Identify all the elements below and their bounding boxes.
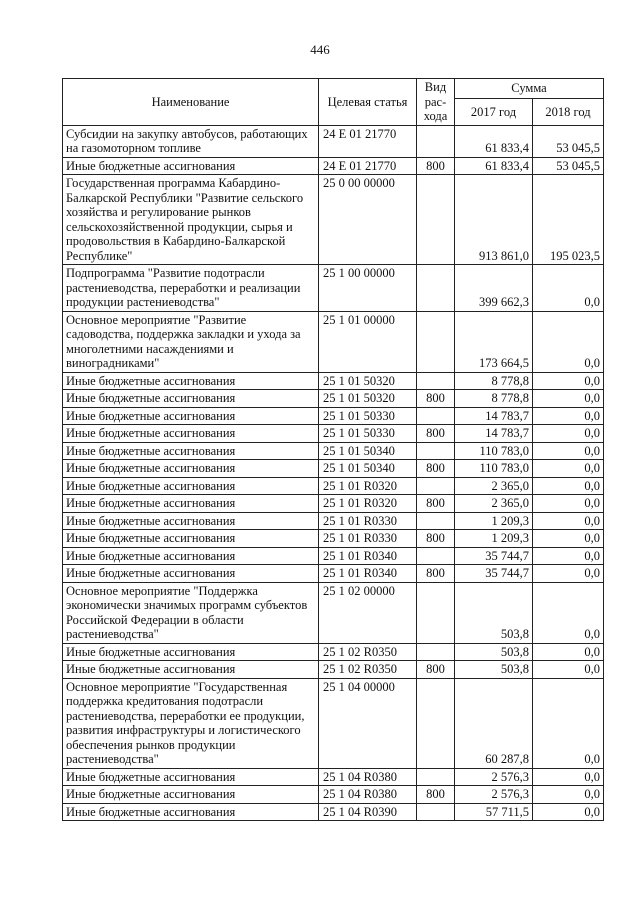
table-row [63, 565, 604, 583]
row-value-2018: 0,0 [533, 786, 604, 804]
table-row [63, 643, 604, 661]
table-row [63, 477, 604, 495]
row-name: Иные бюджетные ассигнования [63, 803, 319, 821]
row-name: Субсидии на закупку автобусов, работающих на газомоторном топливе [63, 125, 319, 157]
row-target-article: 25 1 01 R0330 [319, 512, 417, 530]
row-value-2017: 1 209,3 [455, 512, 533, 530]
row-name: Иные бюджетные ассигнования [63, 512, 319, 530]
row-name: Иные бюджетные ассигнования [63, 425, 319, 443]
row-expense-kind [417, 265, 455, 312]
table-row [63, 390, 604, 408]
table-row [63, 661, 604, 679]
row-name: Иные бюджетные ассигнования [63, 547, 319, 565]
row-value-2018: 0,0 [533, 512, 604, 530]
table-row [63, 372, 604, 390]
row-expense-kind: 800 [417, 530, 455, 548]
row-value-2017: 60 287,8 [455, 678, 533, 768]
row-expense-kind: 800 [417, 157, 455, 175]
row-name: Иные бюджетные ассигнования [63, 530, 319, 548]
row-target-article: 25 1 00 00000 [319, 265, 417, 312]
row-value-2018: 0,0 [533, 643, 604, 661]
row-name: Иные бюджетные ассигнования [63, 643, 319, 661]
row-value-2017: 503,8 [455, 643, 533, 661]
header-2017: 2017 год [455, 99, 533, 125]
row-value-2017: 14 783,7 [455, 425, 533, 443]
table-row [63, 460, 604, 478]
row-value-2017: 110 783,0 [455, 460, 533, 478]
row-target-article: 25 1 01 00000 [319, 311, 417, 372]
row-value-2017: 57 711,5 [455, 803, 533, 821]
row-expense-kind: 800 [417, 495, 455, 513]
row-value-2018: 0,0 [533, 768, 604, 786]
table-row [63, 678, 604, 768]
table-row [63, 425, 604, 443]
row-expense-kind [417, 407, 455, 425]
row-value-2018: 0,0 [533, 661, 604, 679]
row-value-2017: 2 365,0 [455, 495, 533, 513]
row-expense-kind [417, 442, 455, 460]
row-value-2017: 1 209,3 [455, 530, 533, 548]
row-expense-kind: 800 [417, 390, 455, 408]
row-value-2018: 0,0 [533, 390, 604, 408]
row-value-2017: 173 664,5 [455, 311, 533, 372]
row-value-2018: 0,0 [533, 477, 604, 495]
table-row [63, 311, 604, 372]
row-name: Иные бюджетные ассигнования [63, 565, 319, 583]
row-value-2017: 8 778,8 [455, 390, 533, 408]
table-row [63, 125, 604, 157]
header-name: Наименование [63, 79, 319, 126]
table-row [63, 175, 604, 265]
row-target-article: 25 1 01 50320 [319, 372, 417, 390]
row-value-2017: 503,8 [455, 661, 533, 679]
table-row [63, 768, 604, 786]
row-value-2018: 0,0 [533, 425, 604, 443]
table-row [63, 512, 604, 530]
row-expense-kind [417, 803, 455, 821]
row-expense-kind [417, 372, 455, 390]
row-name: Иные бюджетные ассигнования [63, 460, 319, 478]
row-name: Основное мероприятие "Развитие садоводства, поддержка закладки и ухода за многолетними насаждениями и виноградниками" [63, 311, 319, 372]
row-name: Государственная программа Кабардино-Балкарской Республики "Развитие сельского хозяйства и регулирование рынков сельскохозяйственной продукции, сырья и продовольствия в Кабардино-Балкарской Республике" [63, 175, 319, 265]
table-body [63, 125, 604, 821]
row-expense-kind: 800 [417, 460, 455, 478]
row-value-2017: 2 576,3 [455, 786, 533, 804]
row-value-2017: 35 744,7 [455, 547, 533, 565]
budget-table [62, 78, 604, 821]
row-value-2018: 195 023,5 [533, 175, 604, 265]
row-value-2017: 35 744,7 [455, 565, 533, 583]
row-target-article: 25 1 04 R0380 [319, 768, 417, 786]
row-target-article: 25 1 04 R0380 [319, 786, 417, 804]
row-value-2018: 0,0 [533, 678, 604, 768]
row-expense-kind [417, 175, 455, 265]
row-target-article: 25 1 01 50320 [319, 390, 417, 408]
row-name: Иные бюджетные ассигнования [63, 661, 319, 679]
row-name: Иные бюджетные ассигнования [63, 372, 319, 390]
row-value-2018: 0,0 [533, 547, 604, 565]
row-value-2018: 0,0 [533, 442, 604, 460]
row-value-2017: 2 576,3 [455, 768, 533, 786]
row-target-article: 25 1 01 50340 [319, 460, 417, 478]
table-row [63, 442, 604, 460]
row-target-article: 24 Е 01 21770 [319, 125, 417, 157]
table-row [63, 265, 604, 312]
row-target-article: 25 1 01 R0330 [319, 530, 417, 548]
row-target-article: 25 1 01 R0320 [319, 495, 417, 513]
row-expense-kind: 800 [417, 565, 455, 583]
table-row [63, 803, 604, 821]
table-row [63, 530, 604, 548]
row-value-2017: 110 783,0 [455, 442, 533, 460]
row-expense-kind [417, 678, 455, 768]
table-row [63, 157, 604, 175]
row-value-2018: 0,0 [533, 803, 604, 821]
table-row [63, 786, 604, 804]
row-target-article: 25 1 01 R0340 [319, 547, 417, 565]
row-expense-kind: 800 [417, 786, 455, 804]
row-value-2017: 61 833,4 [455, 125, 533, 157]
row-value-2017: 913 861,0 [455, 175, 533, 265]
header-expense-kind: Вид рас-хода [417, 79, 455, 126]
row-target-article: 25 1 01 R0340 [319, 565, 417, 583]
row-expense-kind [417, 477, 455, 495]
row-value-2018: 0,0 [533, 460, 604, 478]
row-value-2017: 503,8 [455, 582, 533, 643]
table-row [63, 547, 604, 565]
row-expense-kind: 800 [417, 425, 455, 443]
row-expense-kind [417, 547, 455, 565]
row-target-article: 25 1 02 R0350 [319, 661, 417, 679]
row-value-2018: 53 045,5 [533, 125, 604, 157]
table-row [63, 495, 604, 513]
row-value-2018: 53 045,5 [533, 157, 604, 175]
row-value-2017: 2 365,0 [455, 477, 533, 495]
table-row [63, 582, 604, 643]
row-expense-kind [417, 125, 455, 157]
row-value-2018: 0,0 [533, 582, 604, 643]
row-name: Основное мероприятие "Государственная поддержка кредитования подотрасли растениеводства, переработки ее продукции, развития инфраструктуры и логистического обеспечения рынков продукции растениеводства" [63, 678, 319, 768]
row-expense-kind [417, 768, 455, 786]
row-target-article: 24 Е 01 21770 [319, 157, 417, 175]
row-expense-kind [417, 512, 455, 530]
row-value-2018: 0,0 [533, 495, 604, 513]
row-target-article: 25 1 01 50330 [319, 407, 417, 425]
row-name: Иные бюджетные ассигнования [63, 786, 319, 804]
row-name: Иные бюджетные ассигнования [63, 477, 319, 495]
row-target-article: 25 1 01 R0320 [319, 477, 417, 495]
row-name: Иные бюджетные ассигнования [63, 442, 319, 460]
row-expense-kind: 800 [417, 661, 455, 679]
page-number: 446 [310, 42, 330, 57]
row-target-article: 25 1 04 00000 [319, 678, 417, 768]
row-name: Подпрограмма "Развитие подотрасли растениеводства, переработки и реализации продукции растениеводства" [63, 265, 319, 312]
row-value-2017: 8 778,8 [455, 372, 533, 390]
row-value-2017: 61 833,4 [455, 157, 533, 175]
row-target-article: 25 1 01 50330 [319, 425, 417, 443]
row-name: Иные бюджетные ассигнования [63, 390, 319, 408]
header-2018: 2018 год [533, 99, 604, 125]
row-target-article: 25 1 01 50340 [319, 442, 417, 460]
header-target-article: Целевая статья [319, 79, 417, 126]
row-value-2017: 14 783,7 [455, 407, 533, 425]
row-value-2018: 0,0 [533, 372, 604, 390]
row-value-2017: 399 662,3 [455, 265, 533, 312]
row-target-article: 25 1 02 R0350 [319, 643, 417, 661]
row-target-article: 25 0 00 00000 [319, 175, 417, 265]
row-name: Иные бюджетные ассигнования [63, 495, 319, 513]
row-name: Иные бюджетные ассигнования [63, 407, 319, 425]
row-value-2018: 0,0 [533, 530, 604, 548]
row-value-2018: 0,0 [533, 311, 604, 372]
row-value-2018: 0,0 [533, 265, 604, 312]
table-row [63, 407, 604, 425]
row-name: Иные бюджетные ассигнования [63, 768, 319, 786]
row-name: Основное мероприятие "Поддержка экономически значимых программ субъектов Российской Федерации в области растениеводства" [63, 582, 319, 643]
row-expense-kind [417, 582, 455, 643]
row-value-2018: 0,0 [533, 565, 604, 583]
row-target-article: 25 1 04 R0390 [319, 803, 417, 821]
row-target-article: 25 1 02 00000 [319, 582, 417, 643]
row-name: Иные бюджетные ассигнования [63, 157, 319, 175]
row-value-2018: 0,0 [533, 407, 604, 425]
row-expense-kind [417, 311, 455, 372]
header-sum: Сумма [455, 79, 604, 99]
row-expense-kind [417, 643, 455, 661]
